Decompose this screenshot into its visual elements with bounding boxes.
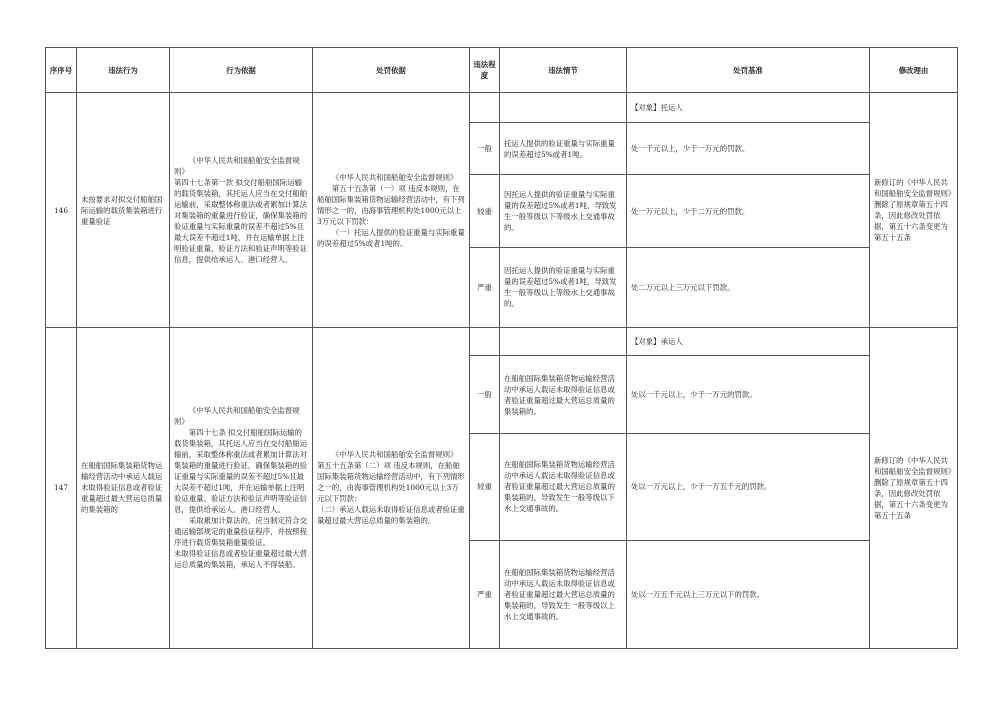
circumstance-text: 在船舶国际集装箱货物运输经营活动中承运人载运未取得验证信息或者验证重量超过最大营运总质量的集装箱的，导致发生一般等级以上水上交通事故的。: [500, 540, 627, 648]
circumstance-text: 托运人提供的验证重量与实际重量的误差超过5%或者1吨。: [500, 123, 627, 175]
basis-title: 《中华人民共和国船舶安全监督规则》: [174, 156, 300, 177]
violation-behavior: 在船舶国际集装箱货物运输经营活动中承运人载运未取得验证信息或者验证重量超过最大营运总质量的集装箱的: [77, 327, 170, 648]
penalty-basis: [313, 93, 470, 328]
penalty-basis: [313, 327, 470, 648]
header-penalty-basis: 处罚依据: [313, 48, 470, 93]
standard-text: 处二万元以上三万元以下罚款。: [627, 247, 870, 327]
level-label: 严重: [470, 540, 500, 648]
penalty-title: 《中华人民共和国船舶安全监督规则》: [331, 450, 458, 460]
table-row: [46, 327, 958, 355]
header-level: 违法程度: [470, 48, 500, 93]
basis-text-2: 采取累加计算法的，应当制定符合交通运输部规定的重量验证程序，并按照程序进行载货集装箱重量验证。: [174, 516, 308, 548]
circumstance-text: 因托运人提供的验证重量与实际重量的误差超过5%或者1吨，导致发生一般等级以上等级水上交通事故的。: [500, 247, 627, 327]
basis-title: 《中华人民共和国船舶安全监督规则》: [174, 406, 300, 427]
level-label: 一般: [470, 123, 500, 175]
header-no: 序序号: [46, 48, 77, 93]
level-label: 严重: [470, 247, 500, 327]
circumstance-text: 在船舶国际集装箱货物运输经营活动中承运人载运未取得验证信息或者验证重量超过最大营运总质量的集装箱的，导致发生一般等级以下水上交通事故的。: [500, 434, 627, 540]
standard-text: 处以一万元以上，少于一万五千元的罚款。: [627, 434, 870, 540]
header-standard: 处罚基准: [627, 48, 870, 93]
header-circumstance: 违法情节: [500, 48, 627, 93]
table-row: [46, 93, 958, 123]
header-row: [46, 48, 958, 93]
basis-text: 第四十七条 拟交付船舶国际运输的载货集装箱，其托运人应当在交付船舶运输前，采取整体称重法或者累加计算法对集装箱的重量进行验证，确保集装箱的验证重量与实际重量的误差不超过5%且最大误差不超过1吨，并在运输单据上注明验证重量、验证方法和验证声明等验证信息，提供给承运人、港口经营人。: [174, 428, 308, 515]
standard-text: 处以一千元以上，少于一万元的罚款。: [627, 355, 870, 433]
level-label: 一般: [470, 355, 500, 433]
level-label: 较重: [470, 434, 500, 540]
modification-reason: 新修订的《中华人民共和国船舶安全监督规则》删除了原规章第五十四条，因此修改处罚依据，第五十六条变更为第五十五条: [870, 327, 958, 648]
penalty-title: 《中华人民共和国船舶安全监督规则》: [331, 172, 458, 182]
circumstance-text: 在船舶国际集装箱货物运输经营活动中承运人载运未取得验证信息或者验证重量超过最大营运总质量的集装箱的。: [500, 355, 627, 433]
standard-text: 处一千元以上，少于一万元的罚款。: [627, 123, 870, 175]
violation-behavior: 未按要求对拟交付船舶国际运输的载货集装箱进行重量验证: [77, 93, 170, 328]
modification-reason: 新修订的《中华人民共和国船舶安全监督规则》删除了原规章第五十四条，因此修改处罚依据，第五十六条变更为第五十五条: [870, 93, 958, 328]
basis-text-3: 未取得验证信息或者验证重量超过最大营运总质量的集装箱，承运人不得装船。: [174, 549, 308, 570]
header-basis: 行为依据: [170, 48, 313, 93]
penalty-text: 第五十五条第（二）项 违反本规则，在船舶国际集装箱货物运输经营活动中，有下列情形之一的，由海事管理机构处1000元以上3万元以下罚款：: [317, 461, 465, 504]
row-number: 147: [46, 327, 77, 648]
target-object: 【对象】托运人: [627, 93, 870, 123]
header-behavior: 违法行为: [77, 48, 170, 93]
penalty-item: （二）承运人载运未取得验证信息或者验证重量超过最大营运总质量的集装箱的。: [317, 505, 465, 526]
behavior-basis: [170, 93, 313, 328]
row-number: 146: [46, 93, 77, 328]
behavior-basis: [170, 327, 313, 648]
circumstance-text: 因托运人提供的验证重量与实际重量的误差超过5%或者1吨，导致发生一般等级以下等级水上交通事故的。: [500, 175, 627, 247]
standard-text: 处一万元以上，少于二万元的罚款。: [627, 175, 870, 247]
level-label: 较重: [470, 175, 500, 247]
target-object: 【对象】承运人: [627, 327, 870, 355]
penalty-standards-table: [45, 47, 958, 649]
standard-text: 处以一万五千元以上三万元以下的罚款。: [627, 540, 870, 648]
basis-text: 第四十七条第一款 拟交付船舶国际运输的载货集装箱，其托运人应当在交付船舶运输前，采取整体称重法或者累加计算法对集装箱的重量进行验证，确保集装箱的验证重量与实际重量的误差不超过5%且最大误差不超过1吨，并在运输单据上注明验证重量、验证方法和验证声明等验证信息，提供给承运人、港口经营人。: [174, 178, 308, 265]
penalty-text: 第五十五条第（一）项 违反本规则，在船舶国际集装箱货物运输经营活动中，有下列情形之一的，由海事管理机构处1000元以上3万元以下罚款：: [317, 183, 465, 226]
penalty-item: （一）托运人提供的验证重量与实际重量的误差超过5%或者1吨的。: [317, 227, 465, 248]
header-reason: 修改理由: [870, 48, 958, 93]
